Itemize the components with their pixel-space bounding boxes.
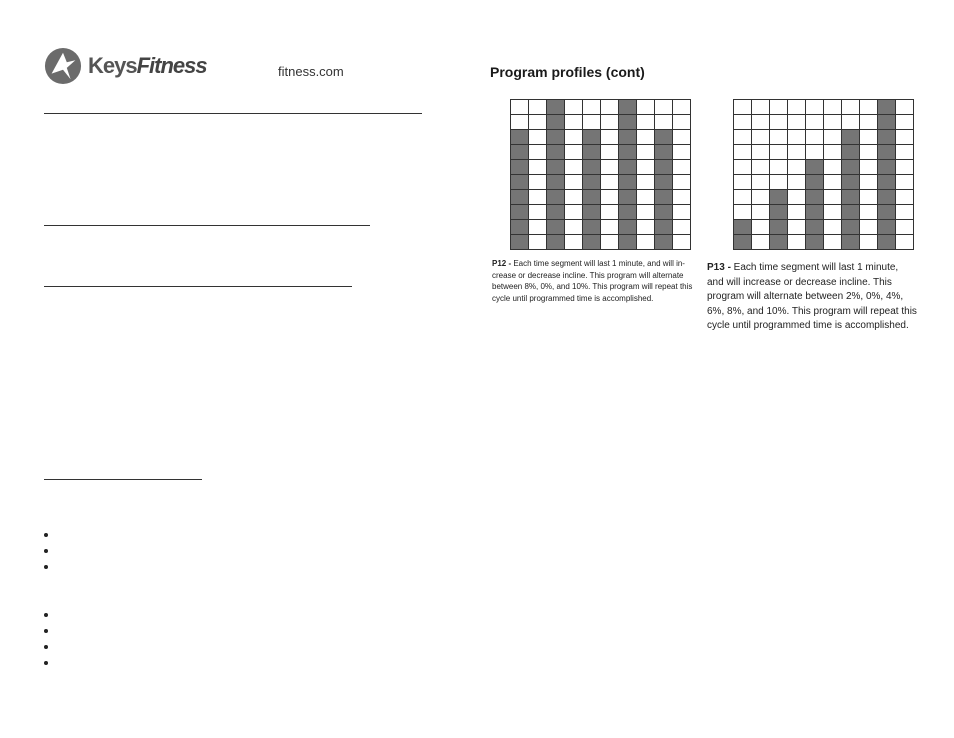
grid-row [511,160,691,175]
incline-cell-empty [770,115,788,130]
incline-cell-filled [878,160,896,175]
incline-cell-filled [842,145,860,160]
incline-cell-filled [806,160,824,175]
incline-cell-empty [565,175,583,190]
incline-cell-filled [806,175,824,190]
grid-row [734,130,914,145]
incline-cell-empty [583,115,601,130]
incline-cell-filled [583,205,601,220]
incline-cell-filled [878,175,896,190]
incline-cell-empty [896,175,914,190]
incline-cell-empty [824,205,842,220]
incline-cell-empty [601,160,619,175]
grid-row [734,205,914,220]
incline-cell-empty [806,100,824,115]
incline-cell-filled [619,205,637,220]
incline-cell-empty [896,205,914,220]
incline-cell-empty [637,115,655,130]
incline-cell-empty [601,205,619,220]
brand-logo [44,45,207,87]
section-rule-4 [44,479,202,480]
grid-row [734,100,914,115]
incline-cell-empty [673,205,691,220]
brand-name-bold: Fitness [136,53,207,78]
incline-cell-empty [824,100,842,115]
incline-cell-empty [806,115,824,130]
incline-cell-empty [601,130,619,145]
incline-cell-empty [752,100,770,115]
incline-cell-filled [770,220,788,235]
incline-cell-filled [619,160,637,175]
incline-cell-filled [842,175,860,190]
incline-cell-filled [655,160,673,175]
incline-cell-empty [860,130,878,145]
incline-cell-empty [788,160,806,175]
incline-cell-filled [547,115,565,130]
incline-cell-filled [583,160,601,175]
incline-cell-empty [896,235,914,250]
incline-cell-empty [734,145,752,160]
incline-cell-filled [511,220,529,235]
incline-cell-empty [529,100,547,115]
incline-cell-empty [529,235,547,250]
grid-row [511,235,691,250]
profile-caption-p12 [492,258,702,304]
incline-cell-empty [824,145,842,160]
incline-cell-empty [824,160,842,175]
incline-cell-empty [673,160,691,175]
incline-cell-empty [637,100,655,115]
incline-cell-filled [619,220,637,235]
incline-cell-filled [511,145,529,160]
incline-cell-empty [896,160,914,175]
incline-cell-empty [673,235,691,250]
incline-cell-filled [511,205,529,220]
incline-cell-filled [806,235,824,250]
incline-cell-empty [529,130,547,145]
incline-cell-empty [896,145,914,160]
grid-row [734,190,914,205]
incline-cell-empty [770,175,788,190]
incline-cell-empty [734,130,752,145]
incline-cell-empty [673,220,691,235]
incline-cell-empty [752,235,770,250]
incline-cell-empty [842,100,860,115]
incline-cell-filled [511,235,529,250]
incline-cell-filled [511,130,529,145]
incline-cell-empty [673,100,691,115]
grid-row [511,145,691,160]
incline-cell-empty [788,130,806,145]
incline-cell-empty [860,175,878,190]
grid-row [734,175,914,190]
grid-row [511,220,691,235]
runner-circle-icon [44,45,82,87]
incline-cell-empty [673,145,691,160]
incline-cell-empty [860,115,878,130]
grid-row [511,205,691,220]
incline-cell-empty [788,205,806,220]
incline-cell-filled [770,190,788,205]
grid-row [734,220,914,235]
incline-cell-filled [547,100,565,115]
incline-cell-empty [824,175,842,190]
profile-grid-p13 [733,99,914,250]
incline-cell-empty [824,235,842,250]
incline-cell-empty [565,235,583,250]
incline-cell-empty [788,235,806,250]
incline-cell-empty [752,190,770,205]
incline-cell-empty [824,115,842,130]
incline-cell-empty [637,190,655,205]
incline-cell-empty [673,190,691,205]
incline-cell-empty [565,160,583,175]
incline-cell-empty [637,175,655,190]
incline-cell-filled [511,160,529,175]
incline-cell-filled [583,235,601,250]
incline-cell-empty [896,100,914,115]
incline-cell-empty [734,100,752,115]
incline-cell-empty [637,205,655,220]
grid-row [734,115,914,130]
incline-cell-filled [655,130,673,145]
incline-cell-empty [565,130,583,145]
grid-row [734,235,914,250]
incline-cell-filled [806,190,824,205]
incline-cell-filled [583,175,601,190]
incline-cell-filled [583,190,601,205]
incline-cell-empty [752,175,770,190]
incline-cell-filled [547,130,565,145]
profile-caption-p13 [707,261,917,334]
incline-cell-empty [788,220,806,235]
incline-cell-filled [511,190,529,205]
incline-cell-empty [770,145,788,160]
incline-cell-empty [529,190,547,205]
incline-cell-filled [619,175,637,190]
incline-cell-filled [655,235,673,250]
incline-cell-filled [878,100,896,115]
incline-cell-filled [806,205,824,220]
incline-cell-filled [878,145,896,160]
incline-cell-empty [529,205,547,220]
incline-cell-empty [601,100,619,115]
incline-cell-empty [752,160,770,175]
incline-cell-filled [842,205,860,220]
incline-cell-filled [583,130,601,145]
grid-row [734,145,914,160]
incline-cell-empty [860,220,878,235]
incline-cell-filled [547,145,565,160]
incline-cell-filled [734,220,752,235]
incline-cell-filled [619,130,637,145]
incline-cell-empty [824,220,842,235]
incline-cell-empty [734,160,752,175]
incline-cell-empty [860,205,878,220]
website-text: fitness.com [278,64,344,79]
incline-cell-filled [619,100,637,115]
incline-cell-empty [788,100,806,115]
incline-cell-empty [788,175,806,190]
incline-cell-empty [529,160,547,175]
incline-cell-empty [583,100,601,115]
section-rule-3 [44,286,352,287]
incline-cell-empty [770,100,788,115]
incline-cell-filled [770,205,788,220]
incline-cell-empty [860,100,878,115]
incline-cell-filled [842,220,860,235]
incline-cell-empty [806,145,824,160]
incline-cell-empty [770,130,788,145]
incline-cell-filled [842,160,860,175]
incline-cell-empty [752,145,770,160]
incline-cell-filled [878,235,896,250]
incline-cell-empty [673,130,691,145]
incline-cell-empty [655,115,673,130]
grid-row [511,115,691,130]
incline-cell-empty [752,220,770,235]
grid-row [734,160,914,175]
incline-cell-empty [860,145,878,160]
incline-cell-filled [583,145,601,160]
incline-cell-filled [806,220,824,235]
incline-cell-filled [842,235,860,250]
incline-cell-empty [860,160,878,175]
grid-row [511,100,691,115]
profile-description: Each time segment will last 1 minute, and will increase or decrease incline. This program will alternate between 2%, 0%, 4%, 6%, 8%, and 10%. This program will repeat this cycle until programmed time is accomplished. [707,262,917,331]
incline-cell-empty [565,115,583,130]
incline-cell-empty [860,235,878,250]
incline-cell-empty [601,190,619,205]
incline-cell-empty [565,190,583,205]
incline-cell-filled [619,115,637,130]
profile-grid-p12 [510,99,691,250]
incline-cell-empty [788,190,806,205]
incline-cell-empty [565,220,583,235]
incline-cell-empty [601,115,619,130]
incline-cell-filled [547,205,565,220]
incline-cell-empty [529,220,547,235]
incline-cell-empty [601,220,619,235]
incline-cell-empty [637,130,655,145]
incline-cell-filled [619,190,637,205]
incline-cell-filled [547,175,565,190]
incline-cell-empty [896,115,914,130]
incline-cell-filled [547,160,565,175]
incline-cell-filled [655,205,673,220]
section-rule-2 [44,225,370,226]
grid-row [511,190,691,205]
section-rule-1 [44,113,422,114]
incline-cell-filled [655,145,673,160]
incline-cell-filled [734,235,752,250]
incline-cell-empty [734,115,752,130]
incline-cell-empty [842,115,860,130]
incline-cell-empty [824,190,842,205]
incline-cell-filled [619,145,637,160]
incline-cell-filled [619,235,637,250]
incline-cell-empty [637,160,655,175]
incline-cell-empty [565,100,583,115]
profile-label: P13 - [707,262,731,273]
incline-cell-empty [896,130,914,145]
incline-cell-empty [734,175,752,190]
incline-cell-empty [637,235,655,250]
incline-cell-empty [565,145,583,160]
incline-cell-filled [655,175,673,190]
brand-name-light: Keys [88,53,137,78]
incline-cell-filled [511,175,529,190]
incline-cell-empty [565,205,583,220]
incline-cell-empty [896,190,914,205]
incline-cell-filled [547,235,565,250]
grid-row [511,130,691,145]
incline-cell-filled [842,130,860,145]
incline-cell-filled [547,190,565,205]
incline-cell-filled [878,190,896,205]
incline-cell-empty [788,145,806,160]
incline-cell-empty [601,175,619,190]
incline-cell-empty [673,115,691,130]
incline-cell-empty [752,115,770,130]
section-heading: Program profiles (cont) [490,64,645,80]
incline-cell-empty [788,115,806,130]
incline-cell-filled [878,115,896,130]
incline-cell-empty [770,160,788,175]
incline-cell-filled [878,220,896,235]
incline-cell-empty [529,115,547,130]
incline-cell-empty [511,100,529,115]
incline-cell-empty [860,190,878,205]
incline-cell-empty [896,220,914,235]
incline-cell-empty [601,235,619,250]
incline-cell-filled [878,205,896,220]
grid-row [511,175,691,190]
incline-cell-empty [529,175,547,190]
incline-cell-empty [824,130,842,145]
incline-cell-empty [734,190,752,205]
incline-cell-empty [734,205,752,220]
profile-description: Each time segment will last 1 minute, and will in-crease or decrease incline. This program will alternate between 8%, 0%, and 10%. This program will repeat this cycle until programmed time is accomplished. [492,259,693,303]
incline-cell-filled [842,190,860,205]
incline-cell-empty [637,145,655,160]
incline-cell-empty [529,145,547,160]
incline-cell-empty [511,115,529,130]
incline-cell-filled [655,190,673,205]
incline-cell-empty [673,175,691,190]
incline-cell-empty [752,205,770,220]
incline-cell-empty [752,130,770,145]
incline-cell-empty [637,220,655,235]
incline-cell-filled [583,220,601,235]
brand-name [88,53,207,79]
incline-cell-empty [806,130,824,145]
incline-cell-filled [547,220,565,235]
incline-cell-filled [770,235,788,250]
incline-cell-filled [878,130,896,145]
incline-cell-empty [601,145,619,160]
incline-cell-empty [655,100,673,115]
profile-label: P12 - [492,259,512,268]
incline-cell-filled [655,220,673,235]
